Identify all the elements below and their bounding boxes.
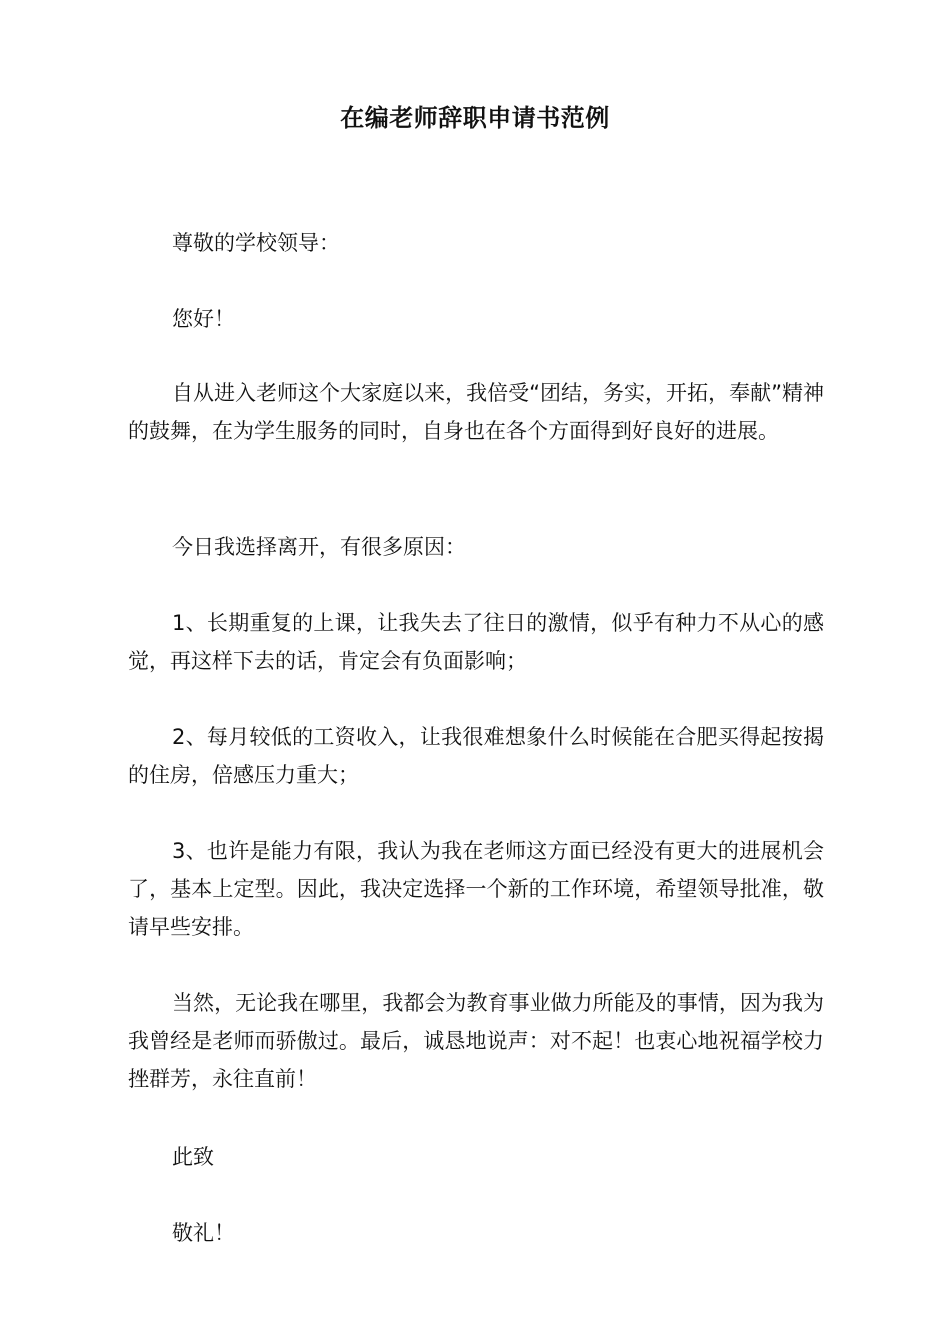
document-title: 在编老师辞职申请书范例 (340, 104, 610, 132)
paragraph-conclusion: 当然，无论我在哪里，我都会为教育事业做力所能及的事情，因为我为我曾经是老师而骄傲过。最后，诚恳地说声：对不起！也衷心地祝福学校力挫群芳，永往直前！ (128, 991, 824, 1091)
greeting: 您好！ (172, 307, 235, 331)
paragraph-reason-2: 2、每月较低的工资收入，让我很难想象什么时候能在合肥买得起按揭的住房，倍感压力重大； (128, 725, 824, 787)
closing-line-2: 敬礼！ (172, 1221, 235, 1245)
paragraph-reasons-heading: 今日我选择离开，有很多原因： (172, 535, 466, 559)
paragraph-intro: 自从进入老师这个大家庭以来，我倍受“团结，务实，开拓，奉献”精神的鼓舞，在为学生服务的同时，自身也在各个方面得到好良好的进展。 (128, 381, 824, 443)
paragraph-reason-1: 1、长期重复的上课，让我失去了往日的激情，似乎有种力不从心的感觉，再这样下去的话，肯定会有负面影响； (128, 611, 824, 673)
salutation: 尊敬的学校领导： (172, 231, 340, 255)
paragraph-reason-3: 3、也许是能力有限，我认为我在老师这方面已经没有更大的进展机会了，基本上定型。因此，我决定选择一个新的工作环境，希望领导批准，敬请早些安排。 (128, 839, 824, 939)
closing-line-1: 此致 (172, 1145, 214, 1169)
